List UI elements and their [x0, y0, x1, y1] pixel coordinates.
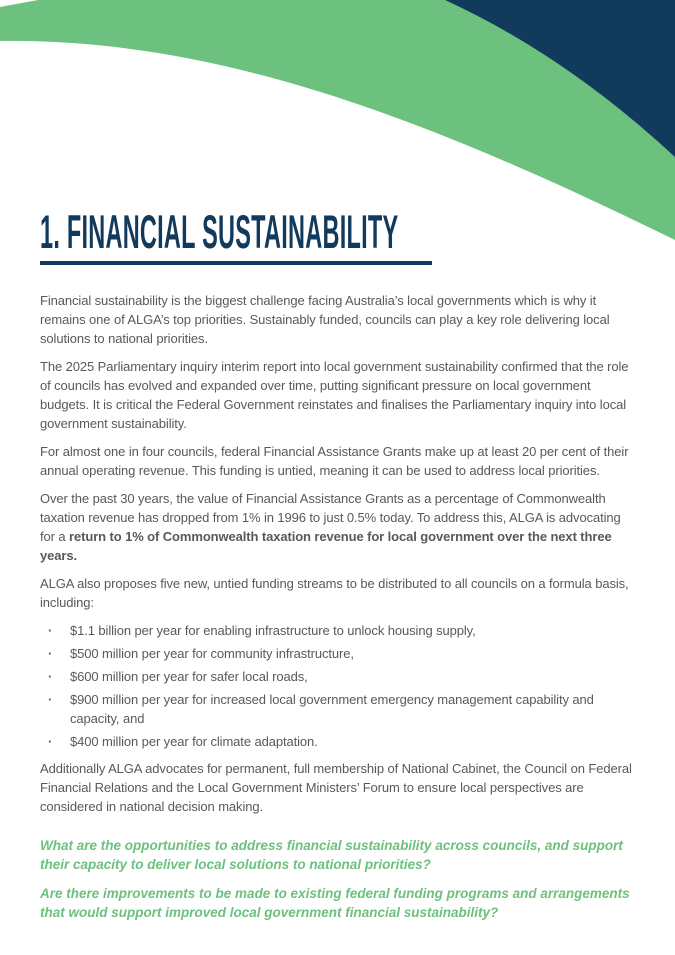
paragraph-inquiry: The 2025 Parliamentary inquiry interim report into local government sustainability confirmed that the role of councils has evolved and expanded over time, putting significant pressure on local government budgets. It is critical the Federal Government reinstates and finalises the Parliamentary inquiry into local government sustainability.: [40, 359, 629, 431]
paragraph-taxation: [40, 489, 639, 565]
list-item: · $500 million per year for community infrastructure,: [40, 644, 639, 663]
list-item: · $400 million per year for climate adaptation.: [40, 732, 639, 751]
page-content: [40, 205, 639, 932]
paragraph-grants: For almost one in four councils, federal Financial Assistance Grants make up at least 20 per cent of their annual operating revenue. This funding is untied, meaning it can be used to address local priorities.: [40, 444, 629, 478]
section-heading: [40, 205, 639, 258]
paragraph-national-cabinet: Additionally ALGA advocates for permanent, full membership of National Cabinet, the Council on Federal Financial Relations and the Local Government Ministers’ Forum to ensure local perspectives are considered in national decision making.: [40, 761, 632, 814]
section-heading-text: 1. FINANCIAL SUSTAINABILITY: [40, 205, 399, 258]
paragraph-taxation-bold: return to 1% of Commonwealth taxation revenue for local government over the next three years.: [40, 529, 612, 563]
paragraph-intro: Financial sustainability is the biggest challenge facing Australia’s local governments which is why it remains one of ALGA’s top priorities. Sustainably funded, councils can play a key role delivering local solutions to national priorities.: [40, 293, 610, 346]
heading-underline: [40, 261, 432, 265]
funding-streams-list: [40, 621, 639, 751]
list-item: · $1.1 billion per year for enabling infrastructure to unlock housing supply,: [40, 621, 639, 640]
consultation-question-1: What are the opportunities to address financial sustainability across councils, and support their capacity to deliver local solutions to national priorities?: [40, 838, 623, 872]
list-item: · $900 million per year for increased local government emergency management capability and capacity, and: [40, 690, 639, 728]
consultation-question-2: Are there improvements to be made to existing federal funding programs and arrangements that would support improved local government financial sustainability?: [40, 886, 630, 920]
paragraph-taxation-normal: Over the past 30 years, the value of Financial Assistance Grants as a percentage of Commonwealth taxation revenue has dropped from 1% in 1996 to just 0.5% today. To address this, ALGA is advocating for a: [40, 491, 621, 544]
paragraph-funding-streams: ALGA also proposes five new, untied funding streams to be distributed to all councils on a formula basis, including:: [40, 576, 629, 610]
list-item: · $600 million per year for safer local roads,: [40, 667, 639, 686]
